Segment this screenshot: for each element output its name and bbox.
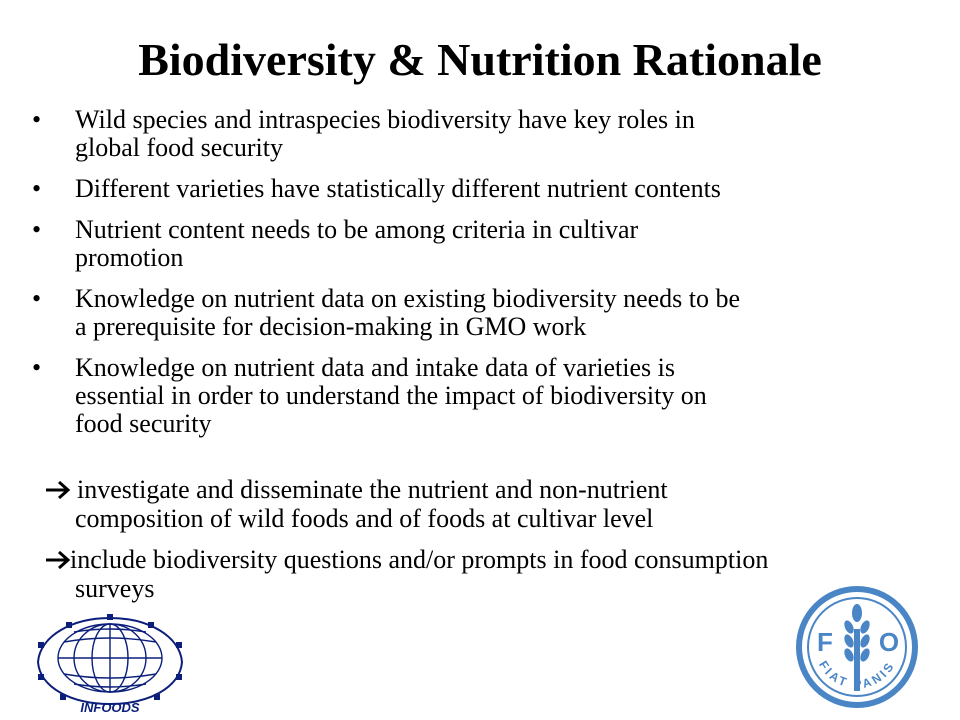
fao-letter-f: F	[817, 627, 833, 657]
fao-logo	[795, 585, 919, 709]
action-line: investigate and disseminate the nutrient and non-nutrient	[77, 475, 668, 504]
right-arrow-icon	[44, 479, 72, 501]
bullet-item	[0, 285, 960, 341]
fao-letter-o: O	[878, 627, 900, 657]
bullet-dot: •	[32, 284, 42, 313]
bullet-line: global food security	[75, 133, 283, 162]
bullet-line: promotion	[75, 243, 184, 272]
infoods-logo-text: INFOODS	[80, 700, 140, 715]
bullet-dot: •	[32, 174, 42, 203]
bullet-item	[0, 106, 960, 162]
slide-title: Biodiversity & Nutrition Rationale	[138, 34, 822, 85]
bullet-item	[0, 175, 960, 203]
bullet-line: Nutrient content needs to be among criteria in cultivar	[75, 215, 639, 244]
bullet-line: Knowledge on nutrient data on existing biodiversity needs to be	[75, 284, 741, 313]
bullet-dot: •	[32, 215, 42, 244]
bullet-line: Different varieties have statistically different nutrient contents	[75, 174, 721, 203]
bullet-line: Wild species and intraspecies biodiversity have key roles in	[75, 105, 695, 134]
infoods-logo	[30, 612, 190, 716]
action-line: include biodiversity questions and/or prompts in food consumption	[70, 545, 769, 574]
bullet-line: essential in order to understand the impact of biodiversity on	[75, 381, 707, 410]
bullet-list	[0, 106, 960, 451]
right-arrow-icon	[44, 549, 72, 571]
bullet-line: a prerequisite for decision-making in GMO work	[75, 312, 587, 341]
bullet-dot: •	[32, 353, 42, 382]
bullet-line: food security	[75, 409, 212, 438]
bullet-line: Knowledge on nutrient data and intake data of varieties is	[75, 353, 675, 382]
bullet-item	[0, 354, 960, 438]
bullet-item	[0, 216, 960, 272]
bullet-dot: •	[32, 105, 42, 134]
fao-motto: FIAT PANIS	[816, 658, 898, 692]
action-item-investigate	[0, 475, 960, 533]
action-line: surveys	[75, 574, 155, 603]
action-line: composition of wild foods and of foods at cultivar level	[75, 504, 654, 533]
